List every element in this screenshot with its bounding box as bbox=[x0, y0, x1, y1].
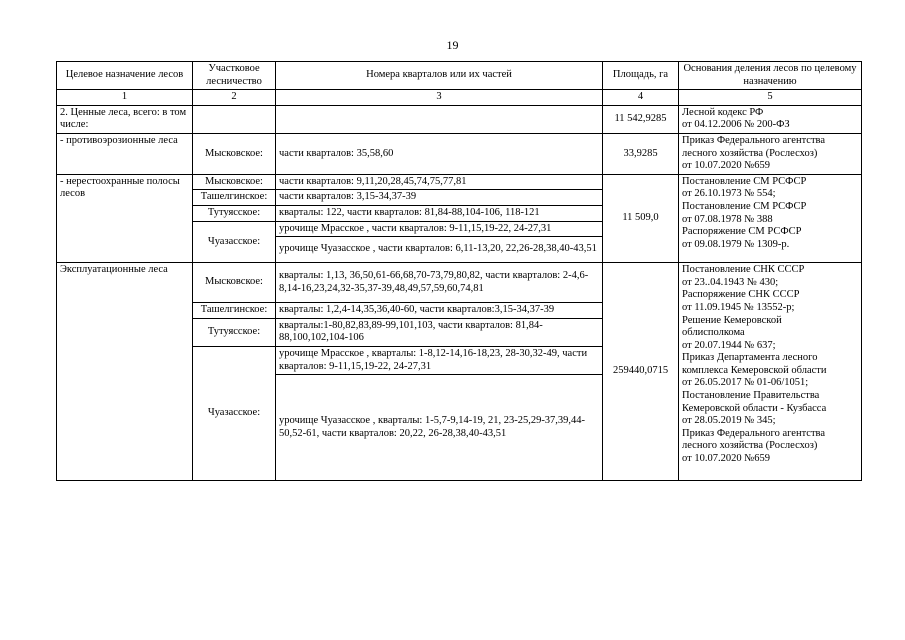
forestry-cell: Ташелгинское: bbox=[193, 190, 276, 206]
quarters-cell: кварталы:1-80,82,83,89-99,101,103, части кварталов: 81,84-88,100,102,104-106 bbox=[276, 318, 603, 346]
anti-erosion-row bbox=[57, 133, 862, 174]
area-cell: 11 509,0 bbox=[603, 174, 679, 262]
basis-cell: Приказ Федерального агентства лесного хозяйства (Рослесхоз) от 10.07.2020 №659 bbox=[679, 133, 862, 174]
purpose-cell: - нерестоохранные полосы лесов bbox=[57, 174, 193, 262]
page-number: 19 bbox=[446, 38, 459, 52]
forestry-cell: Мысковское: bbox=[193, 263, 276, 303]
header-purpose: Целевое назначение лесов bbox=[57, 62, 193, 90]
quarters-cell: урочище Мрасское , части кварталов: 9-11,15,19-22, 24-27,31 bbox=[276, 221, 603, 237]
basis-cell: Постановление СМ РСФСР от 26.10.1973 № 554; Постановление СМ РСФСР от 07.08.1978 № 388 Распоряжение СМ РСФСР от 09.08.1979 № 1309-р. bbox=[679, 174, 862, 262]
area-cell: 11 542,9285 bbox=[603, 105, 679, 133]
forestry-cell: Тутуясское: bbox=[193, 205, 276, 221]
forestry-cell: Чуазасское: bbox=[193, 346, 276, 480]
quarters-cell: урочище Чуазасское , части кварталов: 6,11-13,20, 22,26-28,38,40-43,51 bbox=[276, 237, 603, 263]
header-area: Площадь, га bbox=[603, 62, 679, 90]
forestry-cell: Мысковское: bbox=[193, 174, 276, 190]
basis-cell: Постановление СНК СССР от 23..04.1943 № 430; Распоряжение СНК СССР от 11.09.1945 № 13552-р; Решение Кемеровской облисполкома от 20.07.1944 № 637; Приказ Департамента лесного комплекса Кемеровской области от 26.05.2017 № 01-06/1051; Постановление Правительства Кемеровской области - Кузбасса от 28.05.2019 № 345; Приказ Федерального агентства лесного хозяйства (Рослесхоз) от 10.07.2020 №659 bbox=[679, 263, 862, 481]
quarters-cell: урочище Чуазасское , кварталы: 1-5,7-9,14-19, 21, 23-25,29-37,39,44-50,52-61, части кварталов: 20,22, 26-28,38,40-43,51 bbox=[276, 375, 603, 481]
quarters-cell: кварталы: 1,2,4-14,35,36,40-60, части кварталов:3,15-34,37-39 bbox=[276, 303, 603, 319]
quarters-cell: части кварталов: 3,15-34,37-39 bbox=[276, 190, 603, 206]
header-basis: Основания деления лесов по целевому назначению bbox=[679, 62, 862, 90]
quarters-cell: части кварталов: 9,11,20,28,45,74,75,77,81 bbox=[276, 174, 603, 190]
quarters-cell: части кварталов: 35,58,60 bbox=[276, 133, 603, 174]
header-quarters: Номера кварталов или их частей bbox=[276, 62, 603, 90]
purpose-cell: - противоэрозионные леса bbox=[57, 133, 193, 174]
forestry-cell: Чуазасское: bbox=[193, 221, 276, 263]
quarters-cell bbox=[276, 105, 603, 133]
spawning-row bbox=[57, 174, 862, 190]
header-forestry: Участковое лесничество bbox=[193, 62, 276, 90]
basis-cell: Лесной кодекс РФ от 04.12.2006 № 200-ФЗ bbox=[679, 105, 862, 133]
valuable-forests-row bbox=[57, 105, 862, 133]
exploitation-row bbox=[57, 263, 862, 303]
col-number: 5 bbox=[679, 90, 862, 106]
column-number-row bbox=[57, 90, 862, 106]
quarters-cell: урочище Мрасское , кварталы: 1-8,12-14,16-18,23, 28-30,32-49, части кварталов: 9-11,15,19-22, 24-27,31 bbox=[276, 346, 603, 374]
quarters-cell: кварталы: 122, части кварталов: 81,84-88,104-106, 118-121 bbox=[276, 205, 603, 221]
forestry-cell bbox=[193, 105, 276, 133]
purpose-cell: Эксплуатационные леса bbox=[57, 263, 193, 481]
forestry-cell: Тутуясское: bbox=[193, 318, 276, 346]
forestry-cell: Ташелгинское: bbox=[193, 303, 276, 319]
purpose-cell: 2. Ценные леса, всего: в том числе: bbox=[57, 105, 193, 133]
col-number: 2 bbox=[193, 90, 276, 106]
area-cell: 259440,0715 bbox=[603, 263, 679, 481]
col-number: 3 bbox=[276, 90, 603, 106]
quarters-cell: кварталы: 1,13, 36,50,61-66,68,70-73,79,80,82, части кварталов: 2-4,6-8,14-16,23,24,32-35,37-39,48,49,57,59,60,74,81 bbox=[276, 263, 603, 303]
forest-purpose-table bbox=[56, 61, 862, 481]
area-cell: 33,9285 bbox=[603, 133, 679, 174]
col-number: 4 bbox=[603, 90, 679, 106]
forestry-cell: Мысковское: bbox=[193, 133, 276, 174]
header-row bbox=[57, 62, 862, 90]
col-number: 1 bbox=[57, 90, 193, 106]
